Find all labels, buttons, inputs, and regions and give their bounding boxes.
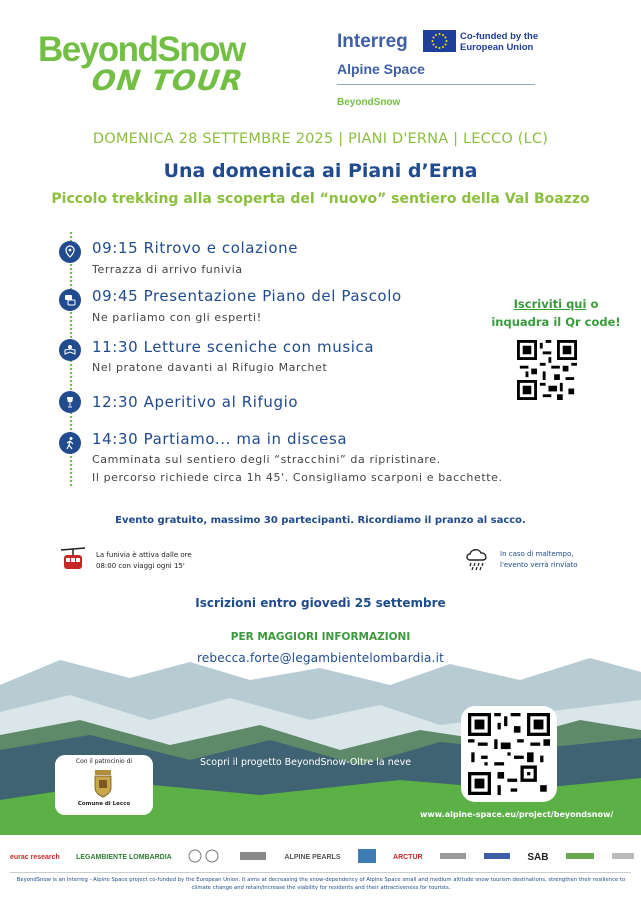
free-event-note: Evento gratuito, massimo 30 partecipanti. Ricordiamo il pranzo al sacco.	[115, 515, 526, 526]
on-tour-logo: ON TOUR	[89, 64, 246, 97]
project-website-link[interactable]: www.alpine-space.eu/project/beyondsnow/	[420, 810, 614, 819]
partner-logo	[611, 850, 635, 864]
event-date-location: DOMENICA 28 SETTEMBRE 2025 | PIANI D'ERNA | LECCO (LC)	[92, 131, 549, 147]
cable-car-icon	[59, 545, 87, 573]
schedule-desc-extra: Il percorso richiede circa 1h 45'. Consigliamo scarponi e bacchette.	[92, 471, 503, 484]
header-divider	[337, 84, 535, 85]
schedule-desc: Camminata sul sentiero degli “stracchini” da ripristinare.	[92, 453, 441, 466]
lecco-crest-icon	[92, 770, 114, 798]
cable-car-info-line1: La funivia è attiva dalle ore	[96, 551, 192, 559]
info-heading: PER MAGGIORI INFORMAZIONI	[230, 631, 411, 643]
eu-flag-icon	[423, 30, 456, 52]
schedule-time: 09:45 Presentazione Piano del Pascolo	[92, 287, 402, 305]
partner-logo	[565, 850, 595, 864]
partner-logo	[238, 849, 268, 865]
footer-divider	[10, 872, 631, 873]
eu-cofunded-text: Co-funded by the European Union	[460, 31, 539, 53]
schedule-desc: Nel pratone davanti al Rifugio Marchet	[92, 361, 328, 374]
schedule-time: 12:30 Aperitivo al Rifugio	[92, 393, 299, 411]
footer-text: BeyondSnow is an Interreg - Alpine Space project co-funded by the European Union. It aims at decreasing the snow-dependency of Alpine Space small and medium altitude snow tourism destinations, strengthen their resilience to climate change and retain/increase the viability for residents and their attractiveness for tourists.	[16, 877, 626, 891]
schedule-desc: Terrazza di arrivo funivia	[92, 263, 243, 276]
partner-logo	[439, 851, 467, 863]
event-title: Una domenica ai Piani d’Erna	[163, 160, 478, 182]
schedule-time: 09:15 Ritrovo e colazione	[92, 239, 299, 257]
registration-deadline: Iscrizioni entro giovedì 25 settembre	[195, 596, 446, 610]
location-pin-icon	[59, 241, 81, 263]
signup-or: o	[586, 297, 599, 311]
bad-weather-info	[500, 549, 620, 571]
reading-icon	[59, 339, 81, 361]
signup-qr-code[interactable]	[517, 340, 577, 400]
bad-weather-line2: l'evento verrà rinviato	[500, 561, 578, 569]
partner-logo-sab: SAB	[527, 851, 549, 863]
partner-logo	[357, 848, 377, 866]
partner-logo-eurac: eurac research	[10, 853, 60, 861]
partner-logo	[483, 851, 511, 863]
wine-glass-icon	[59, 391, 81, 413]
discover-project-text: Scopri il progetto BeyondSnow-Oltre la neve	[200, 757, 412, 768]
schedule-desc: Ne parliamo con gli esperti!	[92, 311, 262, 324]
alpine-space-label: Alpine Space	[337, 61, 425, 77]
cable-car-info	[96, 550, 256, 572]
contact-email-link[interactable]: rebecca.forte@legambientelombardia.it	[196, 651, 445, 665]
partner-logo	[188, 849, 222, 865]
signup-qr-hint: inquadra il Qr code!	[491, 315, 621, 329]
discussion-icon	[59, 289, 81, 311]
rain-cloud-icon	[463, 544, 491, 572]
signup-text	[481, 295, 631, 331]
schedule-time: 14:30 Partiamo... ma in discesa	[92, 430, 348, 448]
patron-name: Comune di Lecco	[77, 801, 131, 807]
partner-logos	[10, 845, 635, 869]
schedule-time: 11:30 Letture sceniche con musica	[92, 338, 375, 356]
partner-logo-alpine-pearls: ALPINE PEARLS	[284, 853, 341, 861]
beyondsnow-logo: BeyondSnow	[38, 30, 245, 69]
cable-car-info-line2: 08:00 con viaggi ogni 15'	[96, 562, 185, 570]
project-qr-code[interactable]	[468, 713, 550, 795]
event-subtitle: Piccolo trekking alla scoperta del “nuovo” sentiero della Val Boazzo	[51, 191, 590, 207]
interreg-logo: Interreg	[337, 31, 408, 52]
hiker-icon	[59, 432, 81, 454]
signup-link[interactable]: Iscriviti qui	[513, 297, 587, 311]
patronage-label: Con il patrocinio di	[75, 758, 133, 765]
bad-weather-line1: In caso di maltempo,	[500, 550, 574, 558]
partner-logo-legambiente: LEGAMBIENTE LOMBARDIA	[76, 853, 172, 861]
partner-logo-arctur: ARCTUR	[393, 853, 423, 861]
project-label: BeyondSnow	[337, 97, 401, 108]
